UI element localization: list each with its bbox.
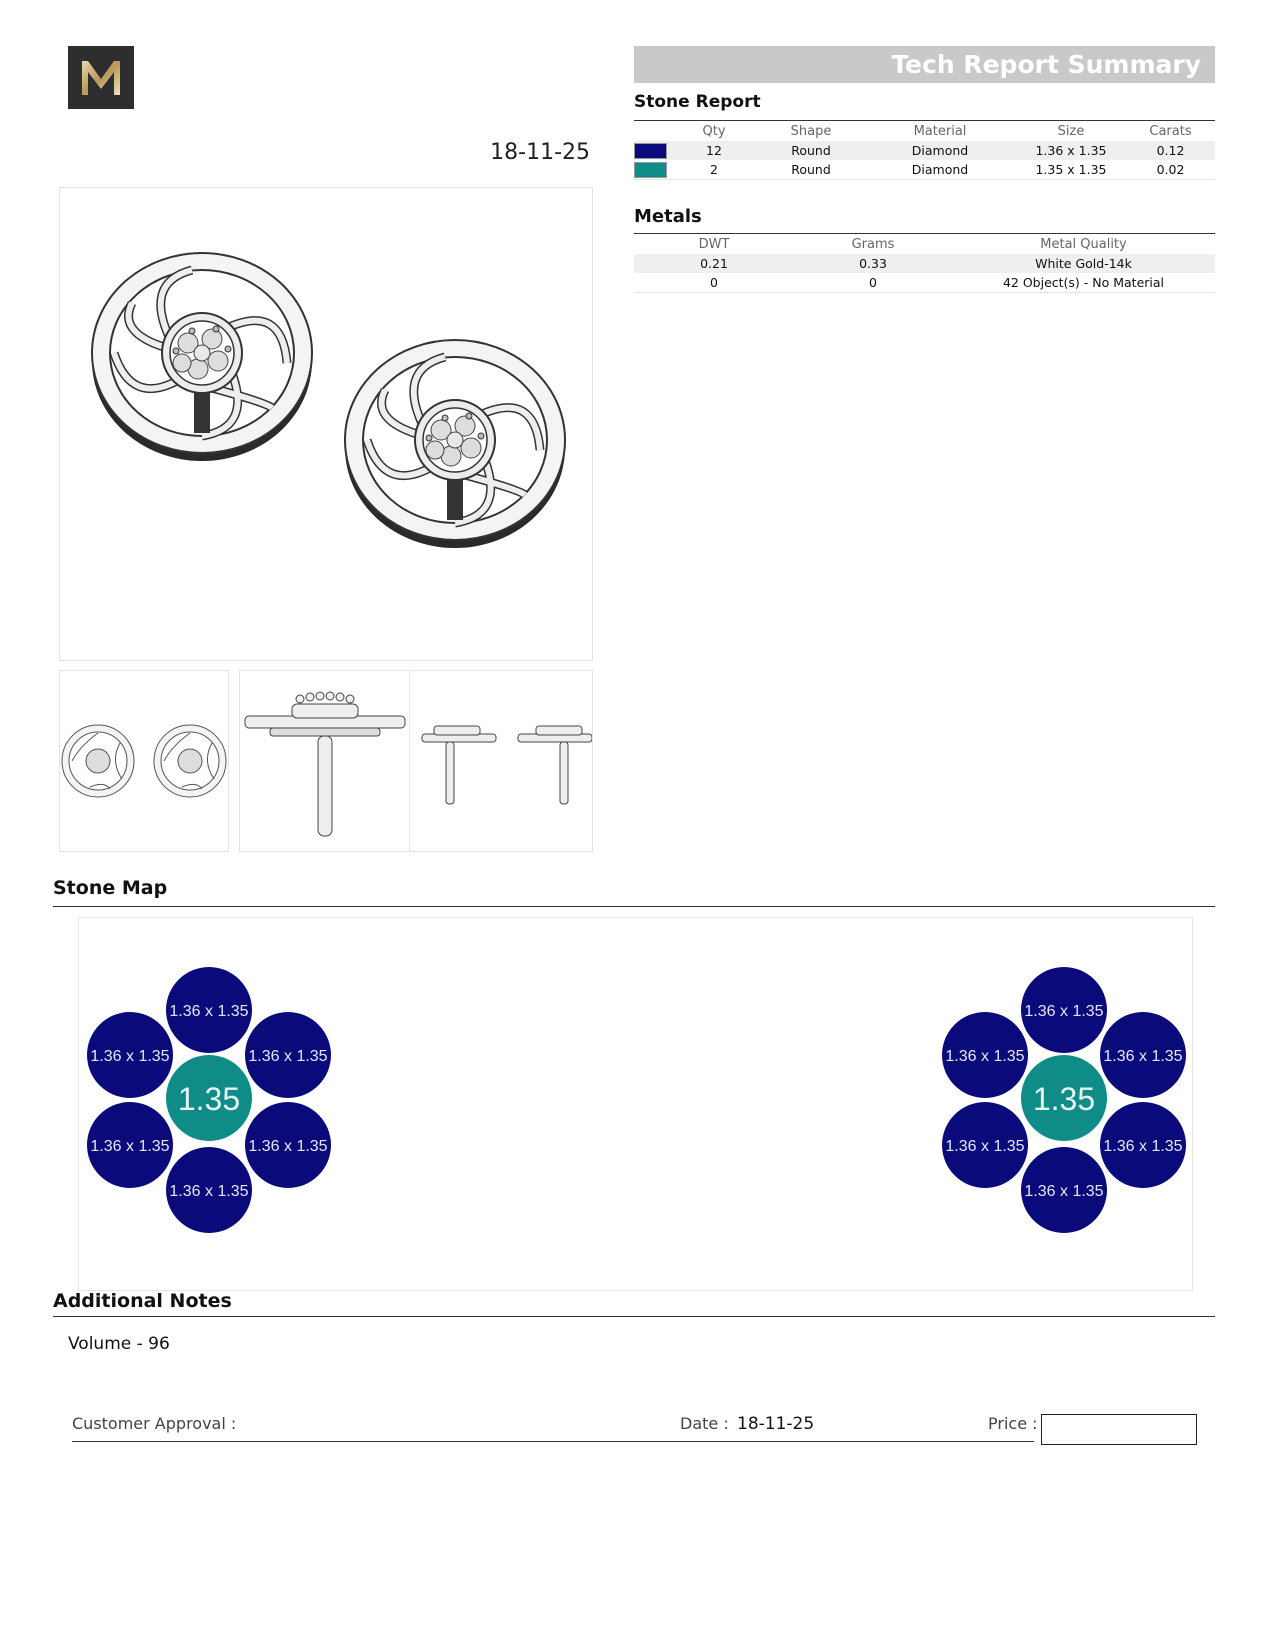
stone-report-title: Stone Report — [634, 92, 761, 112]
date-label: Date : — [680, 1414, 729, 1433]
signature-line — [72, 1441, 1034, 1442]
col-qty: Qty — [702, 124, 726, 139]
stone-report-divider — [634, 120, 1215, 121]
col-dwt: DWT — [698, 237, 730, 252]
table-header-row — [634, 235, 1215, 254]
stone-map-title: Stone Map — [53, 877, 168, 899]
stone-outer-label: 1.36 x 1.35 — [90, 1048, 170, 1065]
report-title: Tech Report Summary — [891, 50, 1201, 79]
report-date: 18-11-25 — [490, 140, 590, 165]
cell-carats: 0.12 — [1126, 141, 1215, 160]
stone-outer-label: 1.36 x 1.35 — [945, 1138, 1025, 1155]
table-header-row — [634, 122, 1215, 141]
cell-grams: 0 — [869, 275, 877, 290]
stone-outer-label: 1.36 x 1.35 — [1103, 1138, 1183, 1155]
metals-divider — [634, 233, 1215, 234]
company-logo — [68, 46, 134, 109]
cell-qty: 12 — [670, 141, 758, 160]
notes-title: Additional Notes — [53, 1290, 232, 1312]
table-row — [634, 254, 1215, 273]
cell-size: 1.36 x 1.35 — [1016, 141, 1126, 160]
report-title-bar — [634, 46, 1215, 83]
stone-report-table — [634, 122, 1215, 180]
stone-center-label: 1.35 — [177, 1081, 241, 1117]
cell-quality: White Gold-14k — [952, 254, 1215, 273]
stone-outer-label: 1.36 x 1.35 — [945, 1048, 1025, 1065]
cell-dwt: 0 — [710, 275, 718, 290]
cell-material: Diamond — [911, 162, 969, 177]
table-row — [634, 273, 1215, 293]
main-product-render — [59, 187, 593, 661]
cell-carats: 0.02 — [1156, 162, 1185, 177]
stone-outer-label: 1.36 x 1.35 — [248, 1138, 328, 1155]
stone-map-divider — [53, 906, 1215, 907]
stone-outer-label: 1.36 x 1.35 — [1103, 1048, 1183, 1065]
cell-qty: 2 — [710, 162, 718, 177]
col-metal-quality: Metal Quality — [1040, 237, 1127, 252]
stone-color-swatch — [634, 143, 667, 159]
notes-text: Volume - 96 — [68, 1334, 170, 1354]
price-label: Price : — [988, 1414, 1038, 1433]
cell-quality: 42 Object(s) - No Material — [1002, 275, 1165, 290]
stone-color-swatch — [634, 162, 667, 178]
thumbnail-top-view[interactable] — [59, 670, 229, 852]
stone-outer-label: 1.36 x 1.35 — [90, 1138, 170, 1155]
stone-center-label: 1.35 — [1032, 1081, 1096, 1117]
col-carats: Carats — [1149, 124, 1192, 139]
metals-table — [634, 235, 1215, 293]
cell-shape: Round — [758, 141, 864, 160]
cell-dwt: 0.21 — [634, 254, 794, 273]
price-input[interactable] — [1041, 1414, 1197, 1445]
customer-approval-label: Customer Approval : — [72, 1414, 237, 1433]
stone-outer-label: 1.36 x 1.35 — [1024, 1003, 1104, 1020]
stone-outer-label: 1.36 x 1.35 — [248, 1048, 328, 1065]
table-row — [634, 141, 1215, 160]
col-grams: Grams — [851, 237, 895, 252]
cell-shape: Round — [791, 162, 831, 177]
approval-date-value: 18-11-25 — [737, 1414, 815, 1434]
stone-outer-label: 1.36 x 1.35 — [169, 1003, 249, 1020]
cell-size: 1.35 x 1.35 — [1035, 162, 1107, 177]
stone-map-diagram — [78, 917, 1193, 1291]
thumbnail-side-view[interactable] — [239, 670, 411, 852]
col-shape: Shape — [790, 124, 832, 139]
table-row — [634, 160, 1215, 180]
col-size: Size — [1057, 124, 1085, 139]
stone-outer-label: 1.36 x 1.35 — [169, 1183, 249, 1200]
cell-material: Diamond — [864, 141, 1016, 160]
thumbnail-front-view[interactable] — [409, 670, 593, 852]
col-material: Material — [913, 124, 967, 139]
metals-title: Metals — [634, 206, 702, 227]
notes-divider — [53, 1316, 1215, 1317]
stone-outer-label: 1.36 x 1.35 — [1024, 1183, 1104, 1200]
cell-grams: 0.33 — [794, 254, 952, 273]
